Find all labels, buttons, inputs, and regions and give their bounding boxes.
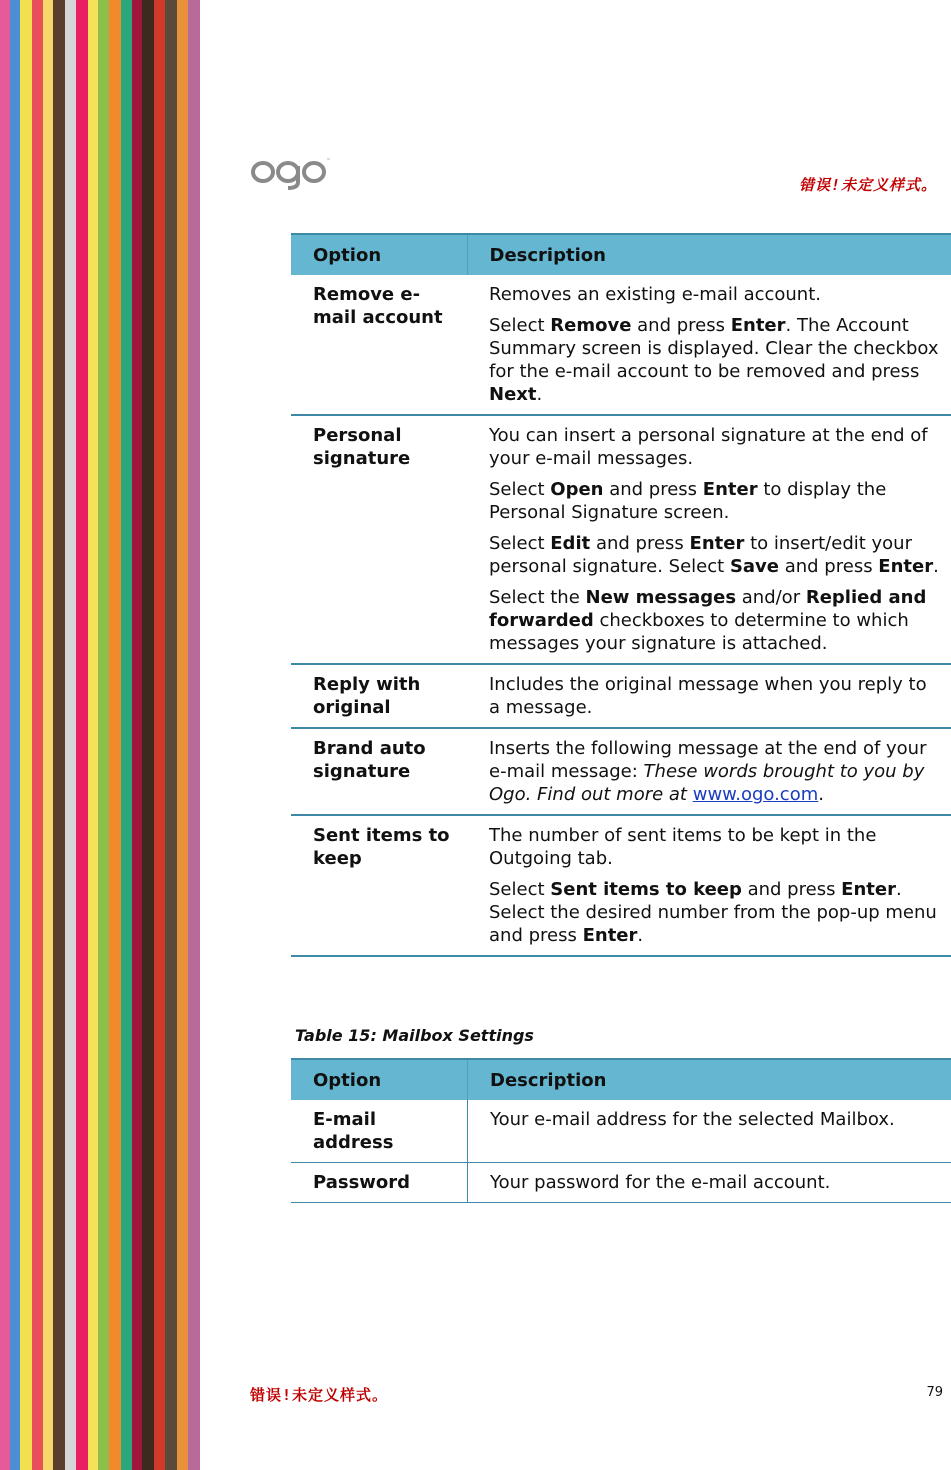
table-row (291, 815, 951, 956)
option-description: Your password for the e-mail account. (468, 1163, 951, 1203)
description-column-header: Description (468, 1059, 951, 1100)
stripe (10, 0, 20, 1470)
ogo-logo (250, 152, 330, 188)
stripe (43, 0, 53, 1470)
stripe (32, 0, 43, 1470)
desc-paragraph: Select Edit and press Enter to insert/edit your personal signature. Select Save and press Enter. (489, 533, 939, 577)
table-row (291, 275, 951, 415)
option-name: Sent items to keep (291, 815, 467, 956)
option-column-header: Option (291, 234, 467, 275)
desc-paragraph: The number of sent items to be kept in the Outgoing tab. (489, 825, 877, 869)
table-row (291, 415, 951, 664)
option-description (467, 275, 951, 415)
description-column-header: Description (467, 234, 951, 275)
header-error-text: 错误!未定义样式。 (798, 176, 937, 194)
desc-paragraph: Select Sent items to keep and press Enter. Select the desired number from the pop-up menu and press Enter. (489, 879, 937, 946)
desc-paragraph: Select Open and press Enter to display the Personal Signature screen. (489, 479, 887, 523)
option-description (467, 415, 951, 664)
decorative-stripes (0, 0, 200, 1470)
table-row (291, 664, 951, 728)
desc-paragraph: Includes the original message when you reply to a message. (489, 674, 927, 718)
stripe (142, 0, 154, 1470)
desc-paragraph: Removes an existing e-mail account. (489, 284, 821, 305)
settings-table (291, 233, 951, 957)
desc-paragraph: You can insert a personal signature at the end of your e-mail messages. (489, 425, 928, 469)
option-column-header: Option (291, 1059, 468, 1100)
stripe (188, 0, 200, 1470)
table-header-row (291, 234, 951, 275)
stripe (165, 0, 177, 1470)
stripe (109, 0, 121, 1470)
table-row (291, 728, 951, 815)
option-description (467, 664, 951, 728)
stripe (154, 0, 165, 1470)
footer-error-text: 错误!未定义样式。 (250, 1386, 389, 1404)
table-header-row (291, 1059, 951, 1100)
option-description (467, 815, 951, 956)
stripe (177, 0, 188, 1470)
table-row (291, 1100, 951, 1163)
mailbox-table (291, 1058, 951, 1203)
option-description: Your e-mail address for the selected Mailbox. (468, 1100, 951, 1163)
option-name: Reply with original (291, 664, 467, 728)
page-number: 79 (926, 1385, 943, 1400)
stripe (0, 0, 10, 1470)
desc-paragraph: Select the New messages and/or Replied and forwarded checkboxes to determine to which messages your signature is attached. (489, 587, 927, 654)
option-name: E-mail address (291, 1100, 468, 1163)
stripe (53, 0, 65, 1470)
stripe (121, 0, 132, 1470)
svg-text:™: ™ (326, 158, 331, 164)
stripe (65, 0, 76, 1470)
ogo-website-link[interactable]: www.ogo.com (692, 784, 819, 805)
desc-paragraph: Inserts the following message at the end of your e-mail message: These words brought to you by Ogo. Find out more at www.ogo.com. (489, 738, 927, 805)
desc-paragraph: Select Remove and press Enter. The Account Summary screen is displayed. Clear the checkbox for the e-mail account to be removed and press Next. (489, 315, 939, 405)
stripe (76, 0, 88, 1470)
option-name: Password (291, 1163, 468, 1203)
stripe (98, 0, 109, 1470)
stripe (132, 0, 142, 1470)
option-name: Remove e-mail account (291, 275, 467, 415)
stripe (88, 0, 98, 1470)
option-name: Personal signature (291, 415, 467, 664)
table-caption: Table 15: Mailbox Settings (295, 1026, 534, 1045)
option-description (467, 728, 951, 815)
stripe (20, 0, 32, 1470)
option-name: Brand auto signature (291, 728, 467, 815)
table-row (291, 1163, 951, 1203)
